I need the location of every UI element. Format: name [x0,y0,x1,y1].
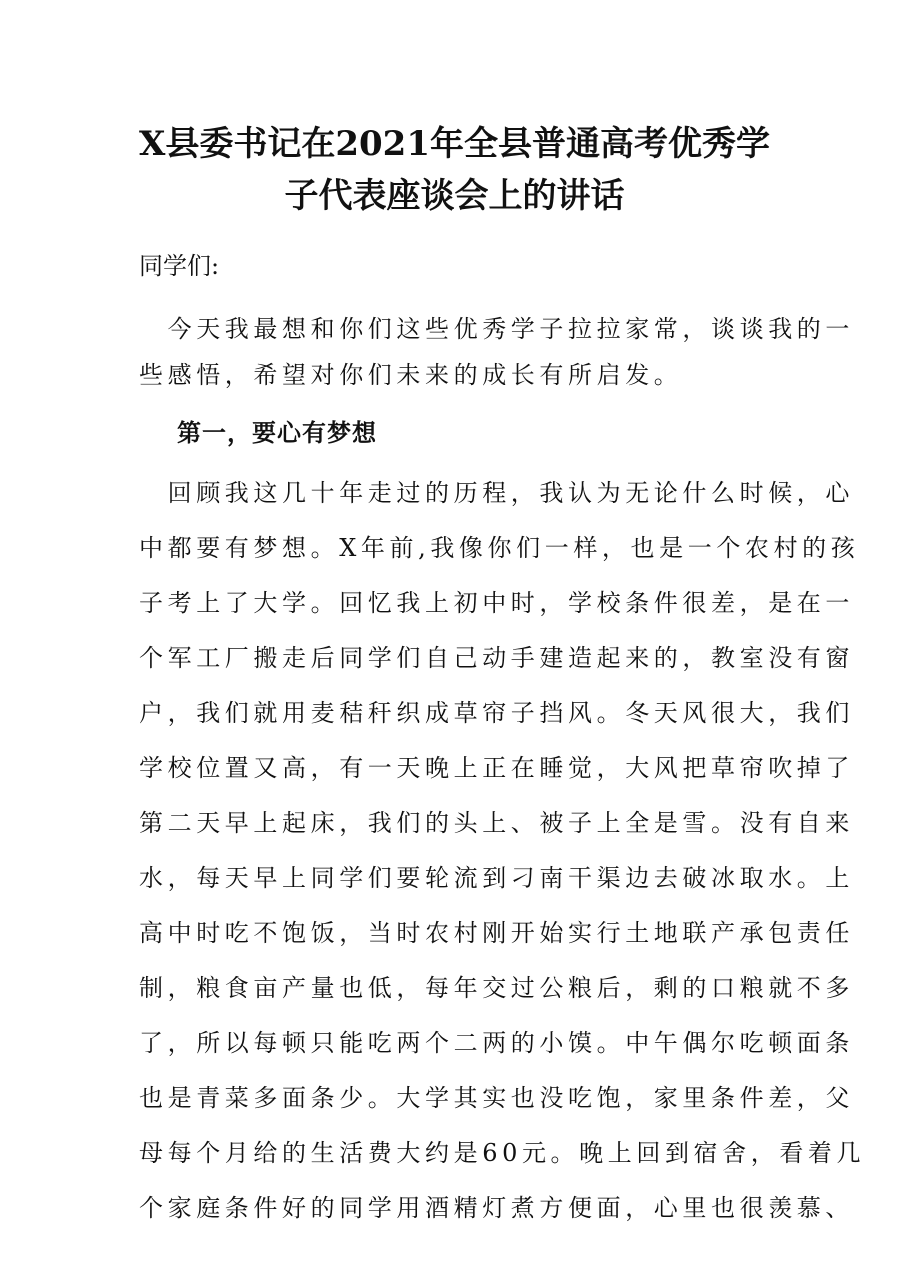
section-heading: 第一，要心有梦想 [177,419,377,447]
paragraph-line: 今天我最想和你们这些优秀学子拉拉家常，谈谈我的一 [139,315,854,343]
paragraph-line: 个军工厂搬走后同学们自己动手建造起来的，教室没有窗 [139,644,854,672]
paragraph-line: 高中时吃不饱饭，当时农村刚开始实行土地联产承包责任 [139,919,854,947]
paragraph-line: 子考上了大学。回忆我上初中时，学校条件很差，是在一 [139,589,854,617]
paragraph-dream [139,466,866,1236]
paragraph-line: 也是青菜多面条少。大学其实也没吃饱，家里条件差，父 [139,1084,854,1112]
paragraph-line: 些感悟，希望对你们未来的成长有所启发。 [139,361,683,389]
paragraph-line: 制，粮食亩产量也低，每年交过公粮后，剩的口粮就不多 [139,974,854,1002]
title-line-2: 子代表座谈会上的讲话 [284,176,625,216]
document-title [120,118,789,222]
title-line-1: X县委书记在2021年全县普通高考优秀学 [138,124,770,164]
paragraph-line: 水，每天早上同学们要轮流到刁南干渠边去破冰取水。上 [139,864,854,892]
paragraph-intro [139,306,854,398]
paragraph-line: 学校位置又高，有一天晚上正在睡觉，大风把草帘吹掉了 [139,754,854,782]
paragraph-line: 了，所以每顿只能吃两个二两的小馍。中午偶尔吃顿面条 [139,1029,854,1057]
salutation: 同学们: [139,252,220,280]
paragraph-line: 回顾我这几十年走过的历程，我认为无论什么时候，心 [139,479,854,507]
paragraph-line: 第二天早上起床，我们的头上、被子上全是雪。没有自来 [139,809,854,837]
paragraph-line: 个家庭条件好的同学用酒精灯煮方便面，心里也很羡慕、 [139,1194,854,1222]
paragraph-line: 户，我们就用麦秸秆织成草帘子挡风。冬天风很大，我们 [139,699,854,727]
paragraph-line: 母每个月给的生活费大约是60元。晚上回到宿舍，看着几 [139,1139,866,1167]
paragraph-line: 中都要有梦想。X年前,我像你们一样，也是一个农村的孩 [139,534,860,562]
